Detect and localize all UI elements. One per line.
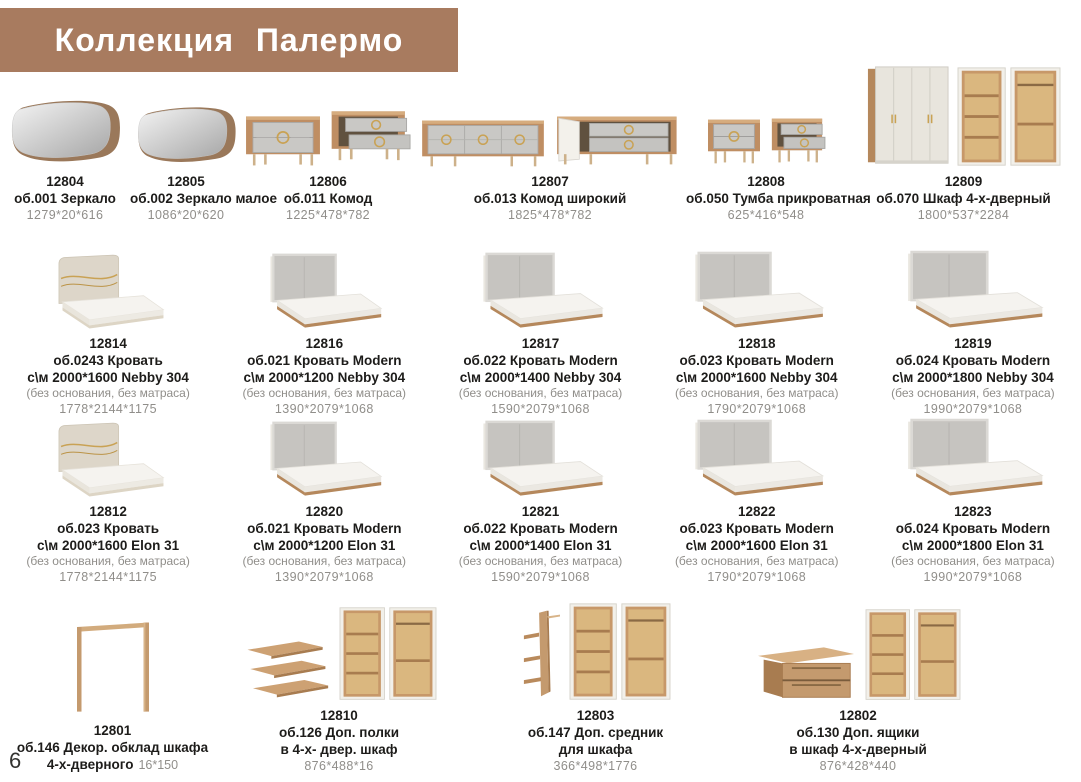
product-name: об.126 Доп. полки xyxy=(279,725,399,740)
product-name: об.146 Декор. обклад шкафа xyxy=(16,740,209,755)
product-note: (без основания, без матраса) xyxy=(458,386,623,400)
product-image xyxy=(0,56,130,168)
product-code: 12804 xyxy=(46,174,84,189)
product-caption xyxy=(865,503,1081,585)
page-number: 6 xyxy=(9,748,22,773)
product-spec: с\м 2000*1400 Nebby 304 xyxy=(459,370,622,385)
product-name: об.023 Кровать Modern xyxy=(679,521,834,536)
product-caption xyxy=(130,173,277,223)
product-card xyxy=(130,56,277,223)
product-image xyxy=(130,56,242,168)
product-spec: с\м 2000*1800 Elon 31 xyxy=(901,538,1044,553)
bed-modern-illustration xyxy=(258,418,390,498)
product-image xyxy=(846,56,1081,168)
wardrobe-open-illustration xyxy=(338,606,438,702)
product-code: 12808 xyxy=(747,174,785,189)
product-image xyxy=(453,588,738,702)
product-code: 12809 xyxy=(944,174,983,189)
product-caption xyxy=(686,173,871,223)
wardrobe-open-illustration xyxy=(956,66,1062,168)
product-code: 12805 xyxy=(167,174,205,189)
product-note: (без основания, без матраса) xyxy=(891,386,1055,400)
drawer-box-illustration xyxy=(754,638,858,702)
product-card xyxy=(0,404,216,585)
product-image xyxy=(686,56,846,168)
product-spec: с\м 2000*1600 Elon 31 xyxy=(37,538,180,553)
product-name: об.022 Кровать Modern xyxy=(463,521,618,536)
mirror-illustration xyxy=(7,95,123,168)
product-code: 12820 xyxy=(305,504,344,519)
product-caption xyxy=(414,173,686,223)
product-code: 12812 xyxy=(89,504,127,519)
product-name: об.023 Кровать Modern xyxy=(679,353,834,368)
product-name: об.147 Доп. средник xyxy=(527,725,664,740)
product-caption xyxy=(242,173,414,223)
product-name: об.001 Зеркало xyxy=(14,191,116,206)
wide-dresser-closed-illustration xyxy=(420,118,546,168)
product-name-dimensions xyxy=(0,756,225,774)
product-note: (без основания, без матраса) xyxy=(891,554,1055,568)
product-code: 12814 xyxy=(89,336,127,351)
product-card xyxy=(453,588,738,774)
product-dimensions: 876*428*440 xyxy=(819,759,897,773)
catalog-row-2 xyxy=(0,236,1081,417)
product-code: 12810 xyxy=(320,708,358,723)
product-code: 12802 xyxy=(839,708,877,723)
nightstand-closed-illustration xyxy=(706,116,762,168)
product-dimensions: 1086*20*620 xyxy=(147,208,225,222)
product-dimensions: 876*488*16 xyxy=(304,759,374,773)
product-note: (без основания, без матраса) xyxy=(26,386,190,400)
product-dimensions: 625*416*548 xyxy=(727,208,805,222)
product-caption xyxy=(846,173,1081,223)
product-caption xyxy=(216,503,432,585)
dresser-open-illustration xyxy=(328,107,412,168)
product-card xyxy=(649,236,865,417)
product-image xyxy=(216,236,432,330)
product-name: об.070 Шкаф 4-х-дверный xyxy=(876,191,1051,206)
product-card xyxy=(432,404,648,585)
product-dimensions: 1390*2079*1068 xyxy=(274,570,374,584)
product-dimensions: 1990*2079*1068 xyxy=(923,570,1023,584)
product-image xyxy=(216,404,432,498)
product-dimensions: 1825*478*782 xyxy=(507,208,593,222)
product-dimensions: 1800*537*2284 xyxy=(917,208,1010,222)
product-dimensions: 1778*2144*1175 xyxy=(59,402,158,416)
product-dimensions: 1990*2079*1068 xyxy=(923,402,1023,416)
divider-panel-illustration xyxy=(520,607,562,702)
bed-modern-illustration xyxy=(258,250,390,330)
bed-modern-illustration xyxy=(470,417,612,498)
product-name: об.050 Тумба прикроватная xyxy=(686,191,871,206)
product-spec: с\м 2000*1400 Elon 31 xyxy=(469,538,612,553)
product-caption xyxy=(0,503,216,585)
product-code: 12801 xyxy=(93,723,132,738)
product-image xyxy=(432,236,648,330)
product-code: 12817 xyxy=(521,336,560,351)
product-caption xyxy=(0,722,225,774)
product-spec: с\м 2000*1600 Nebby 304 xyxy=(675,370,838,385)
dresser-closed-illustration xyxy=(244,113,322,168)
wardrobe-open-illustration xyxy=(568,602,672,702)
product-card xyxy=(432,236,648,417)
bed-classic-illustration xyxy=(44,420,172,498)
shelves-illustration xyxy=(240,636,332,702)
product-dimensions: 1790*2079*1068 xyxy=(707,402,807,416)
bed-modern-illustration xyxy=(681,248,833,330)
product-card xyxy=(225,588,453,774)
product-name: об.0243 Кровать xyxy=(53,353,163,368)
product-name: об.022 Кровать Modern xyxy=(463,353,618,368)
product-name: об.013 Комод широкий xyxy=(473,191,627,206)
product-image xyxy=(865,236,1081,330)
catalog-row-4 xyxy=(0,588,1081,774)
product-code: 12819 xyxy=(954,336,992,351)
product-name: об.130 Доп. ящики xyxy=(796,725,920,740)
product-card xyxy=(865,236,1081,417)
product-dimensions: 16*150 xyxy=(138,758,179,772)
product-dimensions: 1778*2144*1175 xyxy=(59,570,158,584)
bed-modern-illustration xyxy=(893,415,1053,498)
product-code: 12803 xyxy=(576,708,615,723)
product-spec: с\м 2000*1600 Nebby 304 xyxy=(27,370,189,385)
product-name-2: 4-х-дверного xyxy=(46,757,134,772)
catalog-row-1 xyxy=(0,56,1081,223)
product-card xyxy=(686,56,871,223)
product-card xyxy=(0,588,225,774)
product-dimensions: 1225*478*782 xyxy=(285,208,371,222)
product-name: об.024 Кровать Modern xyxy=(895,353,1051,368)
product-note: (без основания, без матраса) xyxy=(674,386,839,400)
product-caption xyxy=(225,707,453,774)
wardrobe-closed-illustration xyxy=(866,65,950,168)
product-image xyxy=(432,404,648,498)
product-note: (без основания, без матраса) xyxy=(26,554,190,568)
product-note: (без основания, без матраса) xyxy=(674,554,839,568)
product-card xyxy=(0,56,130,223)
product-name: об.021 Кровать Modern xyxy=(247,353,402,368)
wardrobe-open-illustration xyxy=(864,608,962,702)
product-image xyxy=(738,588,978,702)
wide-dresser-open-illustration xyxy=(552,113,680,168)
product-dimensions: 1279*20*616 xyxy=(26,208,104,222)
product-caption xyxy=(649,503,865,585)
product-dimensions: 1590*2079*1068 xyxy=(491,570,590,584)
product-image xyxy=(649,404,865,498)
product-card xyxy=(242,56,414,223)
product-code: 12822 xyxy=(737,504,776,519)
product-note: (без основания, без матраса) xyxy=(242,386,407,400)
product-image xyxy=(225,588,453,702)
product-card xyxy=(0,236,216,417)
product-code: 12816 xyxy=(305,336,344,351)
product-image xyxy=(865,404,1081,498)
product-code: 12821 xyxy=(521,504,560,519)
product-dimensions: 366*498*1776 xyxy=(553,759,638,773)
product-card xyxy=(216,236,432,417)
product-note: (без основания, без матраса) xyxy=(242,554,407,568)
product-image xyxy=(0,603,225,717)
product-image xyxy=(649,236,865,330)
mirror-illustration xyxy=(134,102,238,168)
product-dimensions: 1390*2079*1068 xyxy=(274,402,374,416)
product-name: об.023 Кровать xyxy=(57,521,160,536)
product-caption xyxy=(0,173,130,223)
product-dimensions: 1590*2079*1068 xyxy=(491,402,590,416)
product-card xyxy=(414,56,686,223)
product-name-2: в 4-х- двер. шкаф xyxy=(280,742,398,757)
product-name-2: в шкаф 4-х-дверный xyxy=(789,742,927,757)
product-caption xyxy=(432,503,648,585)
product-card xyxy=(738,588,978,774)
product-image xyxy=(242,56,414,168)
product-note: (без основания, без матраса) xyxy=(458,554,623,568)
product-dimensions: 1790*2079*1068 xyxy=(707,570,807,584)
decor-frame-illustration xyxy=(59,618,167,717)
bed-modern-illustration xyxy=(681,416,833,498)
collection-title: Коллекция Палермо xyxy=(54,21,404,58)
bed-modern-illustration xyxy=(893,247,1053,330)
product-code: 12806 xyxy=(309,174,347,189)
product-card xyxy=(216,404,432,585)
product-spec: с\м 2000*1600 Elon 31 xyxy=(685,538,828,553)
product-name-2: для шкафа xyxy=(558,742,633,757)
bed-modern-illustration xyxy=(470,249,612,330)
product-card xyxy=(846,56,1081,223)
product-name: об.021 Кровать Modern xyxy=(247,521,402,536)
product-caption xyxy=(738,707,978,774)
catalog-row-3 xyxy=(0,404,1081,585)
product-code: 12823 xyxy=(954,504,992,519)
product-image xyxy=(0,236,216,330)
product-caption xyxy=(453,707,738,774)
bed-classic-illustration xyxy=(44,252,172,330)
product-code: 12818 xyxy=(737,336,776,351)
product-spec: с\м 2000*1800 Nebby 304 xyxy=(892,370,1054,385)
product-spec: с\м 2000*1200 Nebby 304 xyxy=(243,370,406,385)
product-image xyxy=(414,56,686,168)
product-card xyxy=(649,404,865,585)
product-name: об.011 Комод xyxy=(283,191,373,206)
nightstand-open-illustration xyxy=(768,114,826,168)
product-card xyxy=(865,404,1081,585)
product-image xyxy=(0,404,216,498)
product-name: об.024 Кровать Modern xyxy=(895,521,1051,536)
product-name: об.002 Зеркало малое xyxy=(130,191,277,206)
product-code: 12807 xyxy=(531,174,569,189)
product-spec: с\м 2000*1200 Elon 31 xyxy=(253,538,396,553)
